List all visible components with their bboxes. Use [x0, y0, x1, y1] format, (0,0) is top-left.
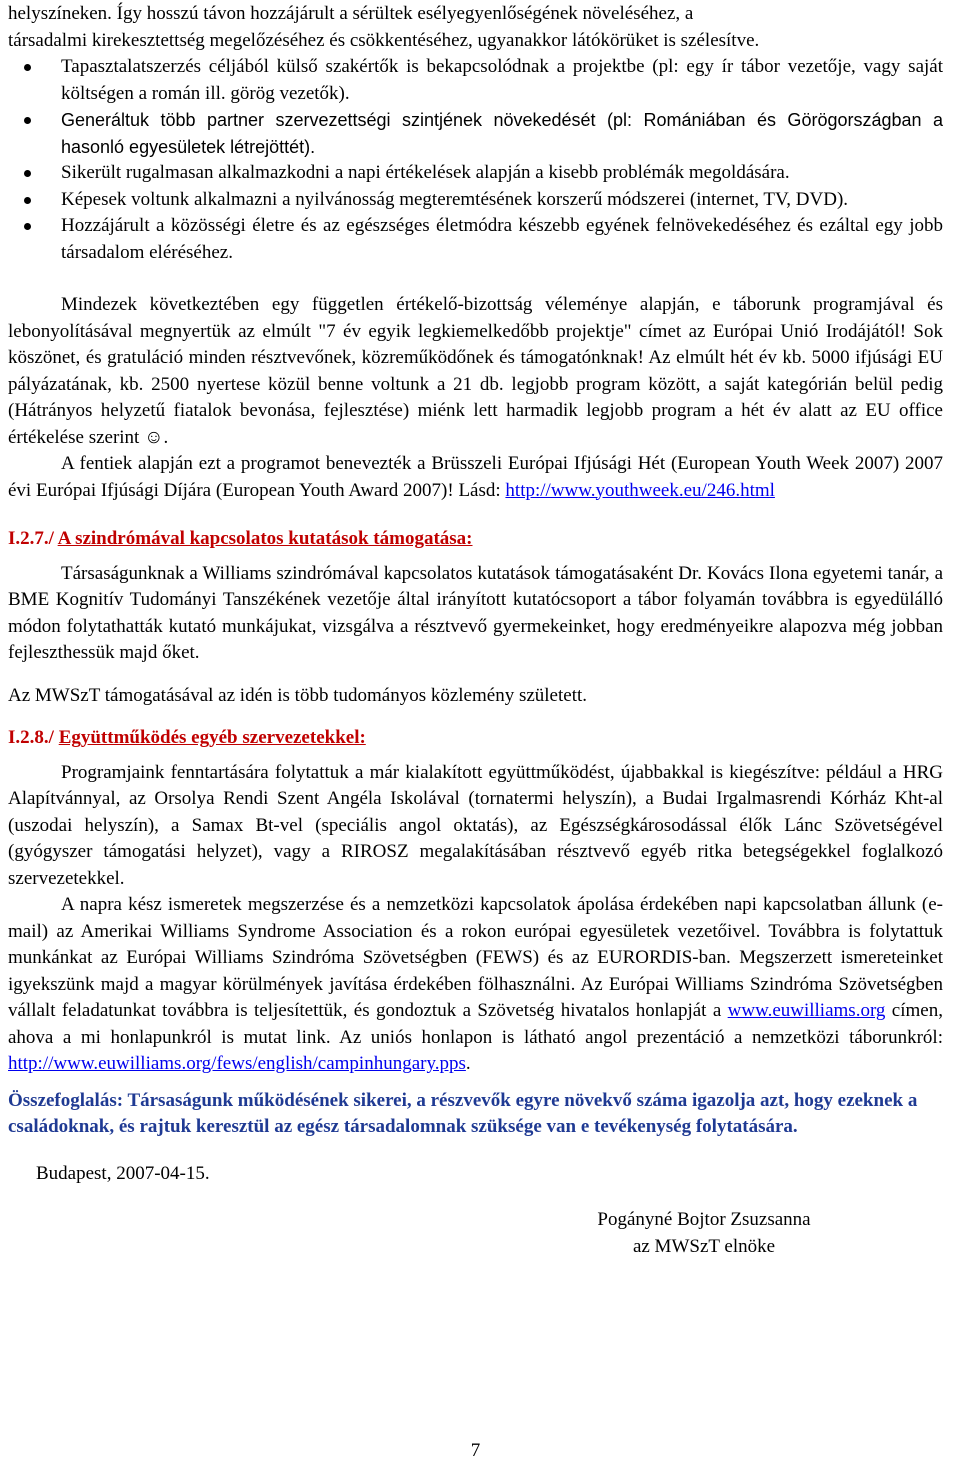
bullet-item-2 — [8, 107, 943, 160]
paragraph-award: Mindezek következtében egy független értékelő-bizottság véleménye alapján, e táborunk programjával és lebonyolításával megnyertük az elmúlt "7 év egyik legkiemelkedőbb projektje" címet az Európai Unió Irodájától! Sok köszönet, és gratuláció minden résztvevőnek, közreműködőnek és támogatónknak! Az elmúlt hét év kb. 5000 ifjúsági EU pályázatának, kb. 2500 nyertese közül benne voltunk a 21 db. legjobb program között, a saját kategórián belül pedig (Hátrányos helyzetű fiatalok bevonása, fejlesztése) miénk lett harmadik legjobb program a hét év alatt az EU office értékelése szerint ☺. — [8, 294, 943, 448]
signature-name: Pogányné Bojtor Zsuzsanna — [597, 1209, 811, 1230]
paragraph-international-end: . — [465, 1053, 471, 1074]
bullet-text: Sikerült rugalmasan alkalmazkodni a napi értékelések alapján a kisebb problémák megoldására. — [61, 162, 790, 183]
paragraph-research: Társaságunknak a Williams szindrómával kapcsolatos kutatások támogatásaként Dr. Kovács Ilona egyetemi tanár, a BME Kognitív Tudományi Tanszékének vezetője által irányított kutatócsoport a tábor folyamán továbbra is egyedülálló módon folytathatták kutató munkájukat, vizsgálva a résztvevő gyermekeinket, hogy eredményeikre alapozva még jobban fejleszthessük majd őket. — [8, 562, 943, 663]
intro-line-2: társadalmi kirekesztettség megelőzéséhez és csökkentéséhez, ugyanakkor látókörüket is szélesítve. — [8, 29, 760, 51]
section-heading-cooperation — [8, 725, 943, 752]
paragraph-international-text-2: címen, ahova a mi honlapunkról is mutat link. Az uniós honlapon is látható angol prezentáció a nemzetközi táborunkról: — [8, 1000, 943, 1048]
section-number: I.2.8./ — [8, 727, 54, 748]
signature-role: az MWSzT elnöke — [632, 1235, 776, 1257]
bullet-icon — [24, 117, 31, 124]
paragraph-international-text: A napra kész ismeretek megszerzése és a nemzetközi kapcsolatok ápolása érdekében napi kapcsolatban állunk (e-mail) az Amerikai Williams Syndrome Association és a rokon európai egyesületek vezetőivel. Továbbra is folytattuk munkánkat az Európai Williams Szindróma Szövetségben (FEWS) és az EURORDIS-ban. Megszerzett ismereteinket igyekszünk majd a magyar körülmények javítása érdekében fölhasználni. Az Európai Williams Szindróma Szövetségben vállalt feladatunkat továbbra is teljesítettük, és gondoztuk a Szövetség hivatalos honlapját a — [8, 894, 943, 1021]
bullet-list — [8, 54, 943, 266]
paragraph-cooperation: Programjaink fenntartására folytattuk a már kialakított együttműködést, újabbakkal is kiegészítve: például a HRG Alapítvánnyal, az Orsolya Rendi Szent Angéla Iskolával (tornatermi helyszín), a Budai Irgalmasrendi Kórház Kht-al (uszodai helyszín), a Samax Bt-vel (speciális angol oktatás), az Egészségkárosodással élők Lánc Szövetségével (gyógyszer támogatási helyzet), vagy a RIROSZ megalakításában résztvevő egyéb ritka betegségekkel foglalkozó szervezetekkel. — [8, 761, 943, 889]
section-title: A szindrómával kapcsolatos kutatások támogatása: — [57, 528, 473, 549]
section-heading-research — [8, 526, 943, 553]
page-number: 7 — [470, 1440, 481, 1461]
bullet-text: Tapasztalatszerzés céljából külső szakértők is bekapcsolódnak a projektbe (pl: egy ír tábor vezetője, vagy saját költségen a román ill. görög vezetők). — [61, 56, 943, 104]
bullet-text: Generáltuk több partner szervezettségi szintjének növekedését (pl: Romániában és Görögországban a hasonló egyesületek létrejöttét). — [61, 110, 943, 157]
bullet-icon — [24, 170, 31, 177]
bullet-text: Képesek voltunk alkalmazni a nyilvánosság megteremtésének korszerű módszerei (internet, TV, DVD). — [61, 188, 849, 210]
bullet-icon — [24, 197, 31, 204]
paragraph-international — [8, 892, 943, 1078]
bullet-text: Hozzájárult a közösségi életre és az egészséges életmódra készebb egyének felnövekedéséhez és ezáltal egy jobb társadalom eléréséhez. — [61, 215, 943, 263]
youthweek-link[interactable]: http://www.youthweek.eu/246.html — [505, 479, 775, 501]
bullet-icon — [24, 223, 31, 230]
document-page — [8, 0, 943, 1461]
signature-block — [504, 1207, 904, 1260]
bullet-item-4 — [8, 187, 943, 214]
intro-line-1: helyszíneken. Így hosszú távon hozzájárult a sérültek esélyegyenlőségének növeléséhez, a — [8, 3, 694, 24]
bullet-item-3 — [8, 160, 943, 187]
date-line: Budapest, 2007-04-15. — [36, 1162, 210, 1184]
bullet-item-5 — [8, 213, 943, 266]
paragraph-youth-week — [8, 451, 943, 504]
summary-paragraph: Összefoglalás: Társaságunk működésének sikerei, a részvevők egyre növekvő száma igazolja azt, hogy ezeknek a családoknak, és rajtuk keresztül az egész társadalomnak szüksége van e tevékenység folytatására. — [8, 1089, 918, 1137]
section-number: I.2.7./ — [8, 528, 54, 549]
section-title: Együttműködés egyéb szervezetekkel: — [58, 727, 366, 748]
bullet-icon — [24, 64, 31, 71]
euwilliams-link[interactable]: www.euwilliams.org — [727, 1000, 886, 1021]
campinhungary-link[interactable]: http://www.euwilliams.org/fews/english/campinhungary.pps — [8, 1053, 466, 1074]
paragraph-youth-week-text: A fentiek alapján ezt a programot benevezték a Brüsszeli Európai Ifjúsági Hét (European Youth Week 2007) 2007 évi Európai Ifjúsági Díjára (European Youth Award 2007)! Lásd: — [8, 453, 943, 501]
paragraph-publications: Az MWSzT támogatásával az idén is több tudományos közlemény született. — [8, 684, 587, 706]
spacer — [8, 266, 943, 292]
bullet-item-1 — [8, 54, 943, 107]
